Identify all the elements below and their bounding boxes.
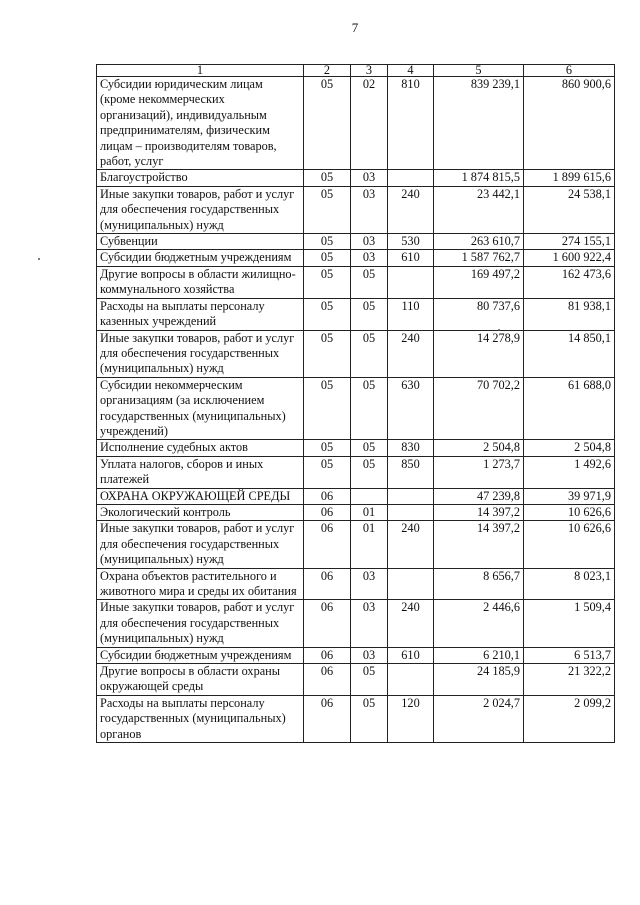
amount-year2-cell: 2 504,8	[524, 440, 615, 456]
amount-year2-cell: 81 938,1	[524, 298, 615, 330]
table-row	[97, 456, 615, 488]
header-cell-4: 4	[388, 65, 434, 77]
subsection-code-cell: 05	[351, 298, 388, 330]
row-name-cell: Иные закупки товаров, работ и услуг для обеспечения государственных (муниципальных) нужд	[97, 521, 304, 568]
section-code-cell: 06	[304, 521, 351, 568]
amount-year2-cell: 1 899 615,6	[524, 170, 615, 186]
subsection-code-cell: 05	[351, 664, 388, 696]
amount-year2-cell: 61 688,0	[524, 377, 615, 440]
section-code-cell: 06	[304, 647, 351, 663]
amount-year2-cell: 6 513,7	[524, 647, 615, 663]
row-name-cell: Уплата налогов, сборов и иных платежей	[97, 456, 304, 488]
table-row	[97, 330, 615, 377]
table-row	[97, 600, 615, 647]
amount-year1-cell: 6 210,1	[434, 647, 524, 663]
expense-type-cell: 850	[388, 456, 434, 488]
expense-type-cell	[388, 664, 434, 696]
table-row	[97, 77, 615, 170]
expense-type-cell	[388, 488, 434, 504]
section-code-cell: 05	[304, 186, 351, 233]
expense-type-cell: 110	[388, 298, 434, 330]
expense-type-cell: 530	[388, 234, 434, 250]
amount-year1-cell: 1 874 815,5	[434, 170, 524, 186]
amount-year2-cell: 21 322,2	[524, 664, 615, 696]
amount-year1-cell: 2 504,8	[434, 440, 524, 456]
scan-speck	[38, 258, 40, 260]
subsection-code-cell: 03	[351, 250, 388, 266]
row-name-cell: Благоустройство	[97, 170, 304, 186]
section-code-cell: 05	[304, 298, 351, 330]
row-name-cell: Субсидии бюджетным учреждениям	[97, 647, 304, 663]
section-code-cell: 06	[304, 568, 351, 600]
budget-table-body	[97, 65, 615, 743]
table-row	[97, 266, 615, 298]
amount-year1-cell: 14 278,9	[434, 330, 524, 377]
subsection-code-cell: 02	[351, 77, 388, 170]
row-name-cell: Экологический контроль	[97, 504, 304, 520]
subsection-code-cell: 03	[351, 647, 388, 663]
scan-speck	[498, 329, 500, 331]
row-name-cell: ОХРАНА ОКРУЖАЮЩЕЙ СРЕДЫ	[97, 488, 304, 504]
subsection-code-cell: 03	[351, 186, 388, 233]
subsection-code-cell: 05	[351, 377, 388, 440]
amount-year2-cell: 24 538,1	[524, 186, 615, 233]
amount-year2-cell: 10 626,6	[524, 521, 615, 568]
amount-year1-cell: 14 397,2	[434, 521, 524, 568]
row-name-cell: Другие вопросы в области охраны окружающей среды	[97, 664, 304, 696]
section-code-cell: 05	[304, 456, 351, 488]
expense-type-cell: 830	[388, 440, 434, 456]
section-code-cell: 05	[304, 266, 351, 298]
subsection-code-cell: 05	[351, 266, 388, 298]
amount-year1-cell: 23 442,1	[434, 186, 524, 233]
table-row	[97, 250, 615, 266]
amount-year1-cell: 24 185,9	[434, 664, 524, 696]
section-code-cell: 05	[304, 250, 351, 266]
header-cell-5: 5	[434, 65, 524, 77]
amount-year1-cell: 8 656,7	[434, 568, 524, 600]
subsection-code-cell: 01	[351, 521, 388, 568]
amount-year2-cell: 860 900,6	[524, 77, 615, 170]
section-code-cell: 05	[304, 234, 351, 250]
row-name-cell: Иные закупки товаров, работ и услуг для обеспечения государственных (муниципальных) нужд	[97, 186, 304, 233]
table-row	[97, 488, 615, 504]
row-name-cell: Расходы на выплаты персоналу государственных (муниципальных) органов	[97, 695, 304, 742]
section-code-cell: 05	[304, 330, 351, 377]
subsection-code-cell	[351, 488, 388, 504]
amount-year2-cell: 1 492,6	[524, 456, 615, 488]
section-code-cell: 06	[304, 504, 351, 520]
section-code-cell: 05	[304, 170, 351, 186]
row-name-cell: Другие вопросы в области жилищно-коммунального хозяйства	[97, 266, 304, 298]
amount-year2-cell: 2 099,2	[524, 695, 615, 742]
budget-table	[96, 64, 615, 743]
subsection-code-cell: 05	[351, 695, 388, 742]
table-row	[97, 504, 615, 520]
header-cell-2: 2	[304, 65, 351, 77]
section-code-cell: 05	[304, 77, 351, 170]
amount-year2-cell: 1 600 922,4	[524, 250, 615, 266]
subsection-code-cell: 05	[351, 456, 388, 488]
expense-type-cell: 240	[388, 521, 434, 568]
subsection-code-cell: 05	[351, 440, 388, 456]
expense-type-cell	[388, 170, 434, 186]
amount-year2-cell: 10 626,6	[524, 504, 615, 520]
amount-year1-cell: 80 737,6	[434, 298, 524, 330]
amount-year2-cell: 274 155,1	[524, 234, 615, 250]
section-code-cell: 06	[304, 695, 351, 742]
section-code-cell: 05	[304, 440, 351, 456]
amount-year1-cell: 169 497,2	[434, 266, 524, 298]
expense-type-cell	[388, 568, 434, 600]
amount-year2-cell: 1 509,4	[524, 600, 615, 647]
row-name-cell: Субсидии некоммерческим организациям (за исключением государственных (муниципальных) учреждений)	[97, 377, 304, 440]
section-code-cell: 06	[304, 600, 351, 647]
amount-year2-cell: 8 023,1	[524, 568, 615, 600]
amount-year1-cell: 2 024,7	[434, 695, 524, 742]
expense-type-cell	[388, 266, 434, 298]
amount-year1-cell: 839 239,1	[434, 77, 524, 170]
page-number: 7	[351, 20, 359, 35]
header-cell-6: 6	[524, 65, 615, 77]
amount-year1-cell: 70 702,2	[434, 377, 524, 440]
amount-year1-cell: 1 587 762,7	[434, 250, 524, 266]
amount-year1-cell: 263 610,7	[434, 234, 524, 250]
amount-year1-cell: 1 273,7	[434, 456, 524, 488]
row-name-cell: Субвенции	[97, 234, 304, 250]
subsection-code-cell: 01	[351, 504, 388, 520]
table-header-row	[97, 65, 615, 77]
subsection-code-cell: 03	[351, 234, 388, 250]
row-name-cell: Расходы на выплаты персоналу казенных учреждений	[97, 298, 304, 330]
header-cell-3: 3	[351, 65, 388, 77]
row-name-cell: Субсидии юридическим лицам (кроме некоммерческих организаций), индивидуальным предпринимателям, физическим лицам – производителям товаров, работ, услуг	[97, 77, 304, 170]
amount-year2-cell: 14 850,1	[524, 330, 615, 377]
expense-type-cell: 240	[388, 186, 434, 233]
table-row	[97, 440, 615, 456]
amount-year1-cell: 14 397,2	[434, 504, 524, 520]
subsection-code-cell: 03	[351, 568, 388, 600]
table-row	[97, 664, 615, 696]
table-row	[97, 695, 615, 742]
table-row	[97, 170, 615, 186]
table-row	[97, 521, 615, 568]
amount-year2-cell: 39 971,9	[524, 488, 615, 504]
expense-type-cell: 240	[388, 330, 434, 377]
expense-type-cell	[388, 504, 434, 520]
table-row	[97, 377, 615, 440]
subsection-code-cell: 05	[351, 330, 388, 377]
expense-type-cell: 610	[388, 647, 434, 663]
section-code-cell: 05	[304, 377, 351, 440]
subsection-code-cell: 03	[351, 600, 388, 647]
table-row	[97, 568, 615, 600]
section-code-cell: 06	[304, 664, 351, 696]
table-row	[97, 234, 615, 250]
section-code-cell: 06	[304, 488, 351, 504]
table-row	[97, 647, 615, 663]
expense-type-cell: 610	[388, 250, 434, 266]
row-name-cell: Иные закупки товаров, работ и услуг для обеспечения государственных (муниципальных) нужд	[97, 330, 304, 377]
table-row	[97, 298, 615, 330]
row-name-cell: Иные закупки товаров, работ и услуг для обеспечения государственных (муниципальных) нужд	[97, 600, 304, 647]
expense-type-cell: 120	[388, 695, 434, 742]
amount-year1-cell: 47 239,8	[434, 488, 524, 504]
row-name-cell: Исполнение судебных актов	[97, 440, 304, 456]
amount-year1-cell: 2 446,6	[434, 600, 524, 647]
header-cell-1: 1	[97, 65, 304, 77]
row-name-cell: Охрана объектов растительного и животного мира и среды их обитания	[97, 568, 304, 600]
expense-type-cell: 240	[388, 600, 434, 647]
row-name-cell: Субсидии бюджетным учреждениям	[97, 250, 304, 266]
subsection-code-cell: 03	[351, 170, 388, 186]
expense-type-cell: 630	[388, 377, 434, 440]
expense-type-cell: 810	[388, 77, 434, 170]
table-row	[97, 186, 615, 233]
amount-year2-cell: 162 473,6	[524, 266, 615, 298]
